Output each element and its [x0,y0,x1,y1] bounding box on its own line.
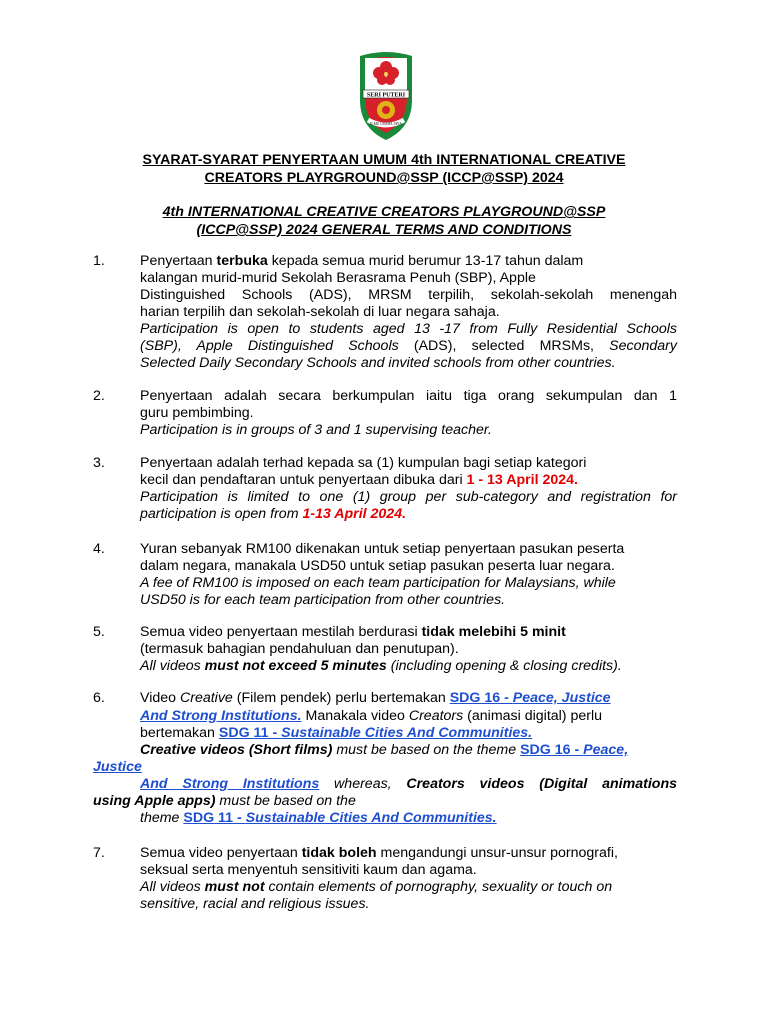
item-text-line-english: All videos must not exceed 5 minutes (including opening & closing credits). [140,658,622,674]
item-number: 5. [93,624,105,640]
registration-date-highlight: 1 - 13 April 2024. [466,472,579,488]
item-number: 7. [93,845,105,861]
item-text-line-english: All videos must not contain elements of pornography, sexuality or touch on [140,879,613,895]
item-text-line: kecil dan pendaftaran untuk penyertaan dibuka dari 1 - 13 April 2024. [140,472,579,488]
crest-motto-text: ILMU USAHA JAYA [370,122,402,126]
sdg16-link[interactable]: And Strong Institutions. [140,708,302,724]
title-english-line-2: (ICCP@SSP) 2024 GENERAL TERMS AND CONDITIONS [196,222,572,238]
item-text-line-english: participation is open from 1-13 April 2024. [140,506,407,522]
sdg11-link[interactable]: SDG 11 - Sustainable Cities And Communities. [218,725,533,741]
item-text-line-english: (SBP), Apple Distinguished Schools (ADS), selected MRSMs, Secondary [140,338,677,354]
item-text-line-english [93,759,677,776]
item-text-line-english: using Apple apps) must be based on the [93,793,356,809]
item-text-line-english: Selected Daily Secondary Schools and invited schools from other countries. [140,355,616,371]
item-text-line: Penyertaan adalah secara berkumpulan iaitu tiga orang sekumpulan dan 1 [140,388,677,404]
item-text-line-english: And Strong Institutions whereas, Creators videos (Digital animations [140,776,677,792]
crest-name-text: SERI PUTERI [366,92,406,99]
item-text-line: Penyertaan adalah terhad kepada sa (1) kumpulan bagi setiap kategori [140,455,587,471]
item-number: 6. [93,690,105,706]
title-malay-line-1: SYARAT-SYARAT PENYERTAAN UMUM 4th INTERNATIONAL CREATIVE [142,152,626,168]
sdg16-link[interactable]: Justice [93,759,142,775]
item-text-line: Semua video penyertaan tidak boleh mengandungi unsur-unsur pornografi, [140,845,618,861]
sdg16-link[interactable]: And Strong Institutions [140,776,320,792]
item-number: 3. [93,455,105,471]
item-text-line-english: theme SDG 11 - Sustainable Cities And Communities. [140,810,497,826]
item-text-line: Distinguished Schools (ADS), MRSM terpilih, sekolah-sekolah menengah [140,287,677,303]
title-malay [0,151,768,187]
title-english-line-1: 4th INTERNATIONAL CREATIVE CREATORS PLAYGROUND@SSP [162,204,606,220]
item-number: 2. [93,388,105,404]
item-text-line-english: Participation is in groups of 3 and 1 supervising teacher. [140,422,492,438]
sdg11-link[interactable]: SDG 11 - Sustainable Cities And Communities. [183,810,497,826]
item-number: 4. [93,541,105,557]
item-text-line: (termasuk bahagian pendahuluan dan penutupan). [140,641,459,657]
school-crest-logo [356,50,416,142]
item-text-line: Semua video penyertaan mestilah berdurasi tidak melebihi 5 minit [140,624,566,640]
item-text-line: guru pembimbing. [140,405,254,421]
item-text-line: And Strong Institutions. Manakala video Creators (animasi digital) perlu [140,708,603,724]
item-text-line: bertemakan SDG 11 - Sustainable Cities And Communities. [140,725,533,741]
sdg16-link[interactable]: SDG 16 - Peace, [520,742,629,758]
title-english [0,203,768,239]
item-text-line-english: sensitive, racial and religious issues. [140,896,370,912]
sdg16-link[interactable]: SDG 16 - Peace, Justice [449,690,611,706]
item-number: 1. [93,253,105,269]
item-text-line: Penyertaan terbuka kepada semua murid berumur 13-17 tahun dalam [140,253,584,269]
item-text-line: harian terpilih dan sekolah-sekolah di luar negara sahaja. [140,304,500,320]
item-text-line-english: Participation is limited to one (1) group per sub-category and registration for [140,489,677,505]
item-text-line: seksual serta menyentuh sensitiviti kaum dan agama. [140,862,477,878]
item-text-line-english: USD50 is for each team participation from other countries. [140,592,506,608]
item-text-line-english: Participation is open to students aged 13 -17 from Fully Residential Schools [140,321,677,337]
item-text-line: Video Creative (Filem pendek) perlu bertemakan SDG 16 - Peace, Justice [140,690,611,706]
item-text-line: Yuran sebanyak RM100 dikenakan untuk setiap penyertaan pasukan peserta [140,541,625,557]
item-text-line: kalangan murid-murid Sekolah Berasrama Penuh (SBP), Apple [140,270,536,286]
item-text-line-english: A fee of RM100 is imposed on each team participation for Malaysians, while [140,575,616,591]
title-malay-line-2: CREATORS PLAYRGROUND@SSP (ICCP@SSP) 2024 [204,170,564,186]
registration-date-highlight: 1-13 April 2024. [302,506,407,522]
item-text-line: dalam negara, manakala USD50 untuk setiap pasukan peserta luar negara. [140,558,615,574]
item-text-line-english: Creative videos (Short films) must be based on the theme SDG 16 - Peace, [140,742,629,758]
